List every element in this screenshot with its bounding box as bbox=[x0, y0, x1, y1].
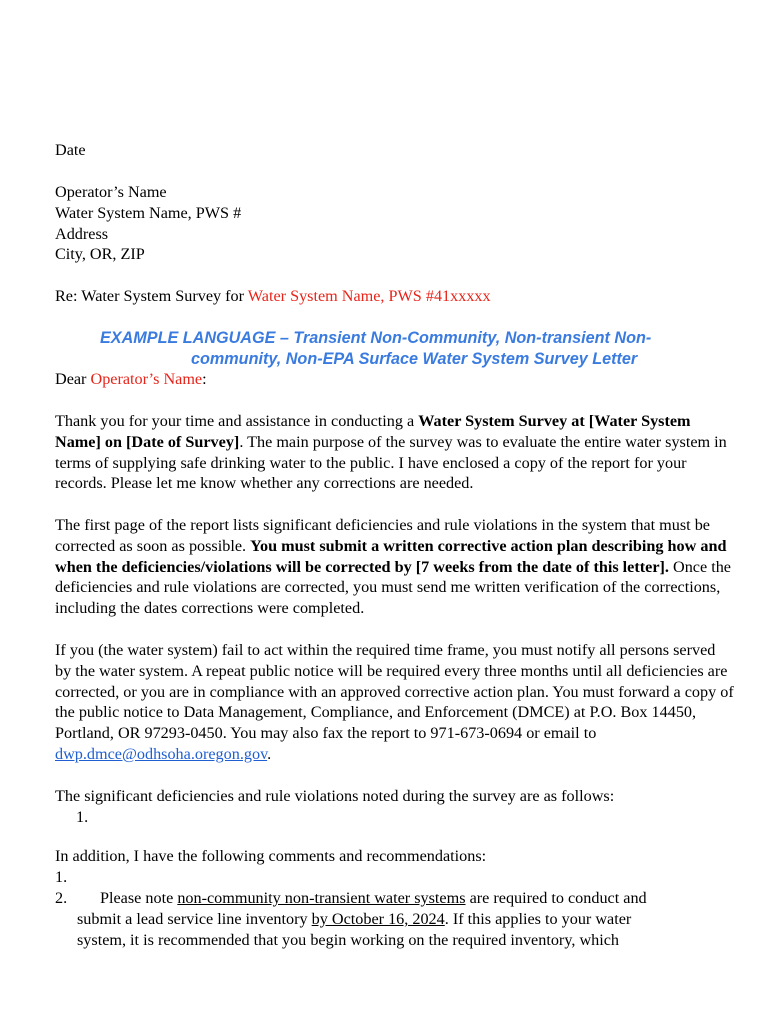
address-line: Address bbox=[55, 224, 109, 243]
re-line bbox=[55, 286, 735, 307]
salutation-name: Operator’s Name bbox=[90, 370, 203, 388]
dmce-email-link[interactable]: dwp.dmce@odhsoha.oregon.gov bbox=[55, 744, 268, 763]
deficiency-item-1-number: 1. bbox=[76, 808, 89, 826]
para2-text-a: The first page of the report lists significant deficiencies and rule violations in the system that must be corrected as soon as possible. bbox=[55, 516, 710, 555]
date-line: Date bbox=[55, 141, 86, 159]
para1-survey-ref: Water System Survey at [Water System Name] on [Date of Survey] bbox=[55, 412, 691, 451]
salutation-prefix: Dear bbox=[55, 370, 91, 388]
item2-text-b: are required to conduct and bbox=[465, 889, 647, 907]
city-line: City, OR, ZIP bbox=[55, 245, 145, 264]
comments-intro: In addition, I have the following comments and recommendations: bbox=[55, 847, 487, 865]
operator-name-line: Operator’s Name bbox=[55, 183, 167, 201]
salutation-suffix: : bbox=[202, 370, 207, 388]
comment-item-2-line3: system, it is recommended that you begin working on the required inventory, which bbox=[77, 931, 620, 949]
salutation bbox=[55, 369, 735, 390]
comment-item-2-number: 2. bbox=[55, 889, 68, 907]
para3-text-a: If you (the water system) fail to act within the required time frame, you must notify all persons served by the water system. A repeat public notice will be required every three months until all deficiencies are corrected, or you are in compliance with an approved corrective action plan. You must forward a copy of the public notice to Data Management, Compliance, and Enforcement (DMCE) at P.O. Box 14450, Portland, OR 97293-0450. You may also fax the report to 971-673-0694 or email to bbox=[55, 641, 734, 743]
para1-text-b: . The main purpose of the survey was to evaluate the entire water system in terms of supplying safe drinking water to the public. I have enclosed a copy of the report for your records. Please let me know whether any corrections are needed. bbox=[55, 432, 727, 493]
item2-underlined-deadline: by October 16, 2024 bbox=[311, 910, 445, 928]
para2-text-b: Once the deficiencies and rule violations are corrected, you must send me written verification of the corrections, including the dates corrections were completed. bbox=[55, 557, 731, 618]
recipient-address-block bbox=[55, 182, 735, 265]
example-language-heading bbox=[55, 328, 745, 370]
deficiencies-intro: The significant deficiencies and rule violations noted during the survey are as follows: bbox=[55, 787, 615, 805]
paragraph-thank-you bbox=[55, 411, 735, 494]
paragraph-public-notice bbox=[55, 640, 735, 765]
system-name-line: Water System Name, PWS # bbox=[55, 203, 242, 222]
comment-item-2-line1 bbox=[100, 888, 740, 909]
item2-line2-text-a: submit a lead service line inventory bbox=[77, 910, 312, 928]
item2-text-a: Please note bbox=[100, 889, 178, 907]
item2-underlined-systems: non-community non-transient water systems bbox=[177, 889, 466, 907]
example-heading-line2: community, Non-EPA Surface Water System Survey Letter bbox=[191, 349, 638, 368]
comment-item-1-number: 1. bbox=[55, 868, 68, 886]
re-prefix: Re: Water System Survey for bbox=[55, 287, 248, 305]
paragraph-deficiencies bbox=[55, 515, 735, 619]
para3-text-b: . bbox=[267, 744, 272, 763]
para2-bold-requirement: You must submit a written corrective action plan describing how and when the deficiencies/violations will be corrected by [7 weeks from the date of this letter]. bbox=[55, 536, 727, 576]
comment-item-2-line2 bbox=[77, 909, 747, 930]
example-heading-line1: EXAMPLE LANGUAGE – Transient Non-Community, Non-transient Non- bbox=[100, 329, 652, 347]
re-system-name: Water System Name, PWS #41xxxxx bbox=[247, 287, 491, 305]
para1-text-a: Thank you for your time and assistance in conducting a bbox=[55, 412, 419, 430]
item2-line2-text-b: . If this applies to your water bbox=[444, 910, 632, 928]
